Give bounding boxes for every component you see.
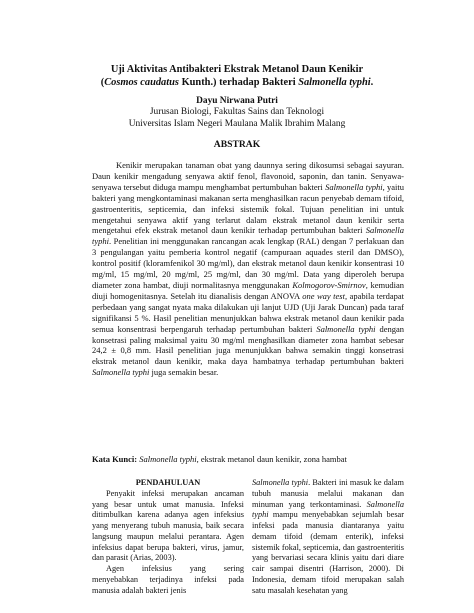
intro-segment: . Bakteri ini masuk ke dalam tubuh manusia melalui makanan dan minuman yang terkontaminasi. — [252, 478, 405, 509]
abstract-segment: Kenikir merupakan tanaman obat yang daunnya sering dikosumsi sebagai sayuran. Daun kenikir mengadung senyawa aktif fenol, flavonoid, saponin, dan tanin. Senyawa-senyawa tersebut diduga mampu menghambat pertumbuhan bakteri — [92, 160, 404, 192]
abstract-segment: dengan konsetrasi paling maksimal yaitu 30 mg/ml menghasilkan diameter zona hambat sebesar 24,2 ± 0,8 mm. Hasil penelitian juga menunjukkan bahwa semakin tinggi konsetrasi ekstrak metanol daun kenikir, maka daya hambatnya terhadap pertumbuhan bakteri — [92, 323, 405, 367]
keywords-label: Kata Kunci: — [92, 454, 138, 464]
author-department: Jurusan Biologi, Fakultas Sains dan Teknologi — [149, 107, 325, 118]
title-species: Cosmos caudatus — [104, 76, 179, 88]
intro-heading: PENDAHULUAN — [135, 478, 201, 487]
title-end: . — [370, 76, 374, 88]
keywords-rest: , ekstrak metanol daun kenikir, zona hambat — [196, 454, 347, 464]
abstract-text — [92, 160, 404, 378]
intro-segment: mampu menyebabkan sejumlah besar infeksi pada manusia diantaranya yaitu demam tifoid (demam enterik), infeksi sistemik fokal, septicemia, dan gastroenteritis yang bervariasi secara klinis yaitu dari diare cair sampai disentri (Harrison, 2000). Di Indonesia, demam tifoid merupakan salah satu masalah kesehatan yang — [252, 510, 404, 595]
abstract-italic: one way test — [302, 290, 345, 301]
abstract-segment: , apabila terdapat perbedaan yang sangat nyata maka dilakukan uji lanjut UJD (Uji Jarak Duncan) pada taraf signifikansi 5 %. Hasil penelitian menunjukkan bahwa ekstrak metanol daun kenikir pada semua konsentrasi berpengaruh terhadap pertumbuhan bakteri — [92, 290, 404, 334]
keywords-line — [92, 454, 404, 465]
intro-paragraph-2: Agen infeksius yang sering menyebabkan terjadinya infeksi pada manusia adalah bakteri jenis — [92, 564, 244, 595]
paper-title — [60, 64, 414, 89]
abstract-italic: Salmonella typhi — [325, 181, 383, 192]
intro-italic: Salmonella typhi — [252, 478, 309, 487]
abstract-segment: juga semakin besar. — [149, 367, 219, 378]
author-university: Universitas Islam Negeri Maulana Malik Ibrahim Malang — [128, 118, 346, 129]
title-paren: ( — [100, 76, 105, 88]
intro-paragraph-continued — [252, 478, 404, 596]
intro-right-column — [252, 478, 404, 596]
abstract-italic: Salmonella typhi — [316, 323, 376, 334]
abstract-segment: . Penelitian ini menggunakan rancangan acak lengkap (RAL) dengan 7 perlakuan dan 3 pengulangan yaitu pemberia kontrol negatif (campuraan aquades steril dan DMSO), kontrol positif (kloramfenikol 30 mg/ml), dan ekstrak metanol daun kenikir konsentrasi 10 mg/ml, 15 mg/ml, 20 mg/ml, 25 mg/ml, dan 30 mg/ml. Data yang diperoleh berupa diameter zona hambat, diuji normalitasnya menggunakan — [92, 236, 404, 290]
keyword-italic: Salmonella typhi — [139, 454, 197, 464]
abstract-segment: , yaitu bakteri yang mengkontaminasi makanan serta menghasilkan racun penyebab demam tifoid, gastroenteritis, septicemia, dan infeksi sistemik fokal. Tujuan penelitian ini untuk mengetahui senyawa aktif yang terlarut dalam ekstrak metanol daun kenikir serta mengetahui efek ekstrak metanol daun kenikir terhadap pertumbuhan bakteri — [92, 181, 405, 236]
title-mid: Kunth.) terhadap Bakteri — [178, 76, 299, 88]
intro-left-column — [92, 478, 244, 596]
title-line-1: Uji Aktivitas Antibakteri Ekstrak Metanol Daun Kenikir — [110, 64, 364, 75]
abstract-italic: Salmonella typhi — [92, 225, 404, 247]
author-name: Dayu Nirwana Putri — [196, 96, 278, 106]
author-block — [60, 96, 414, 130]
abstract-segment: , kemudian diuji homogenitasnya. Setelah itu dianalisis dengan ANOVA — [92, 279, 404, 301]
abstract-italic: Kolmogorov-Smirnov — [292, 279, 366, 290]
abstract-heading: ABSTRAK — [213, 139, 261, 150]
intro-italic: Salmonella typhi — [252, 499, 404, 520]
abstract-italic: Salmonella typhi — [92, 367, 150, 378]
title-bacteria: Salmonella typhi — [298, 76, 371, 88]
title-line-2 — [60, 77, 414, 90]
intro-paragraph-1: Penyakit infeksi merupakan ancaman yang besar untuk umat manusia. Infeksi ditimbulkan karena adanya agen infeksius yang menyerang tubuh manusia, baik secara langsung maupun melalui perantara. Agen infeksius dapat berupa bakteri, virus, jamur, dan parasit (Arias, 2003). — [92, 488, 244, 563]
